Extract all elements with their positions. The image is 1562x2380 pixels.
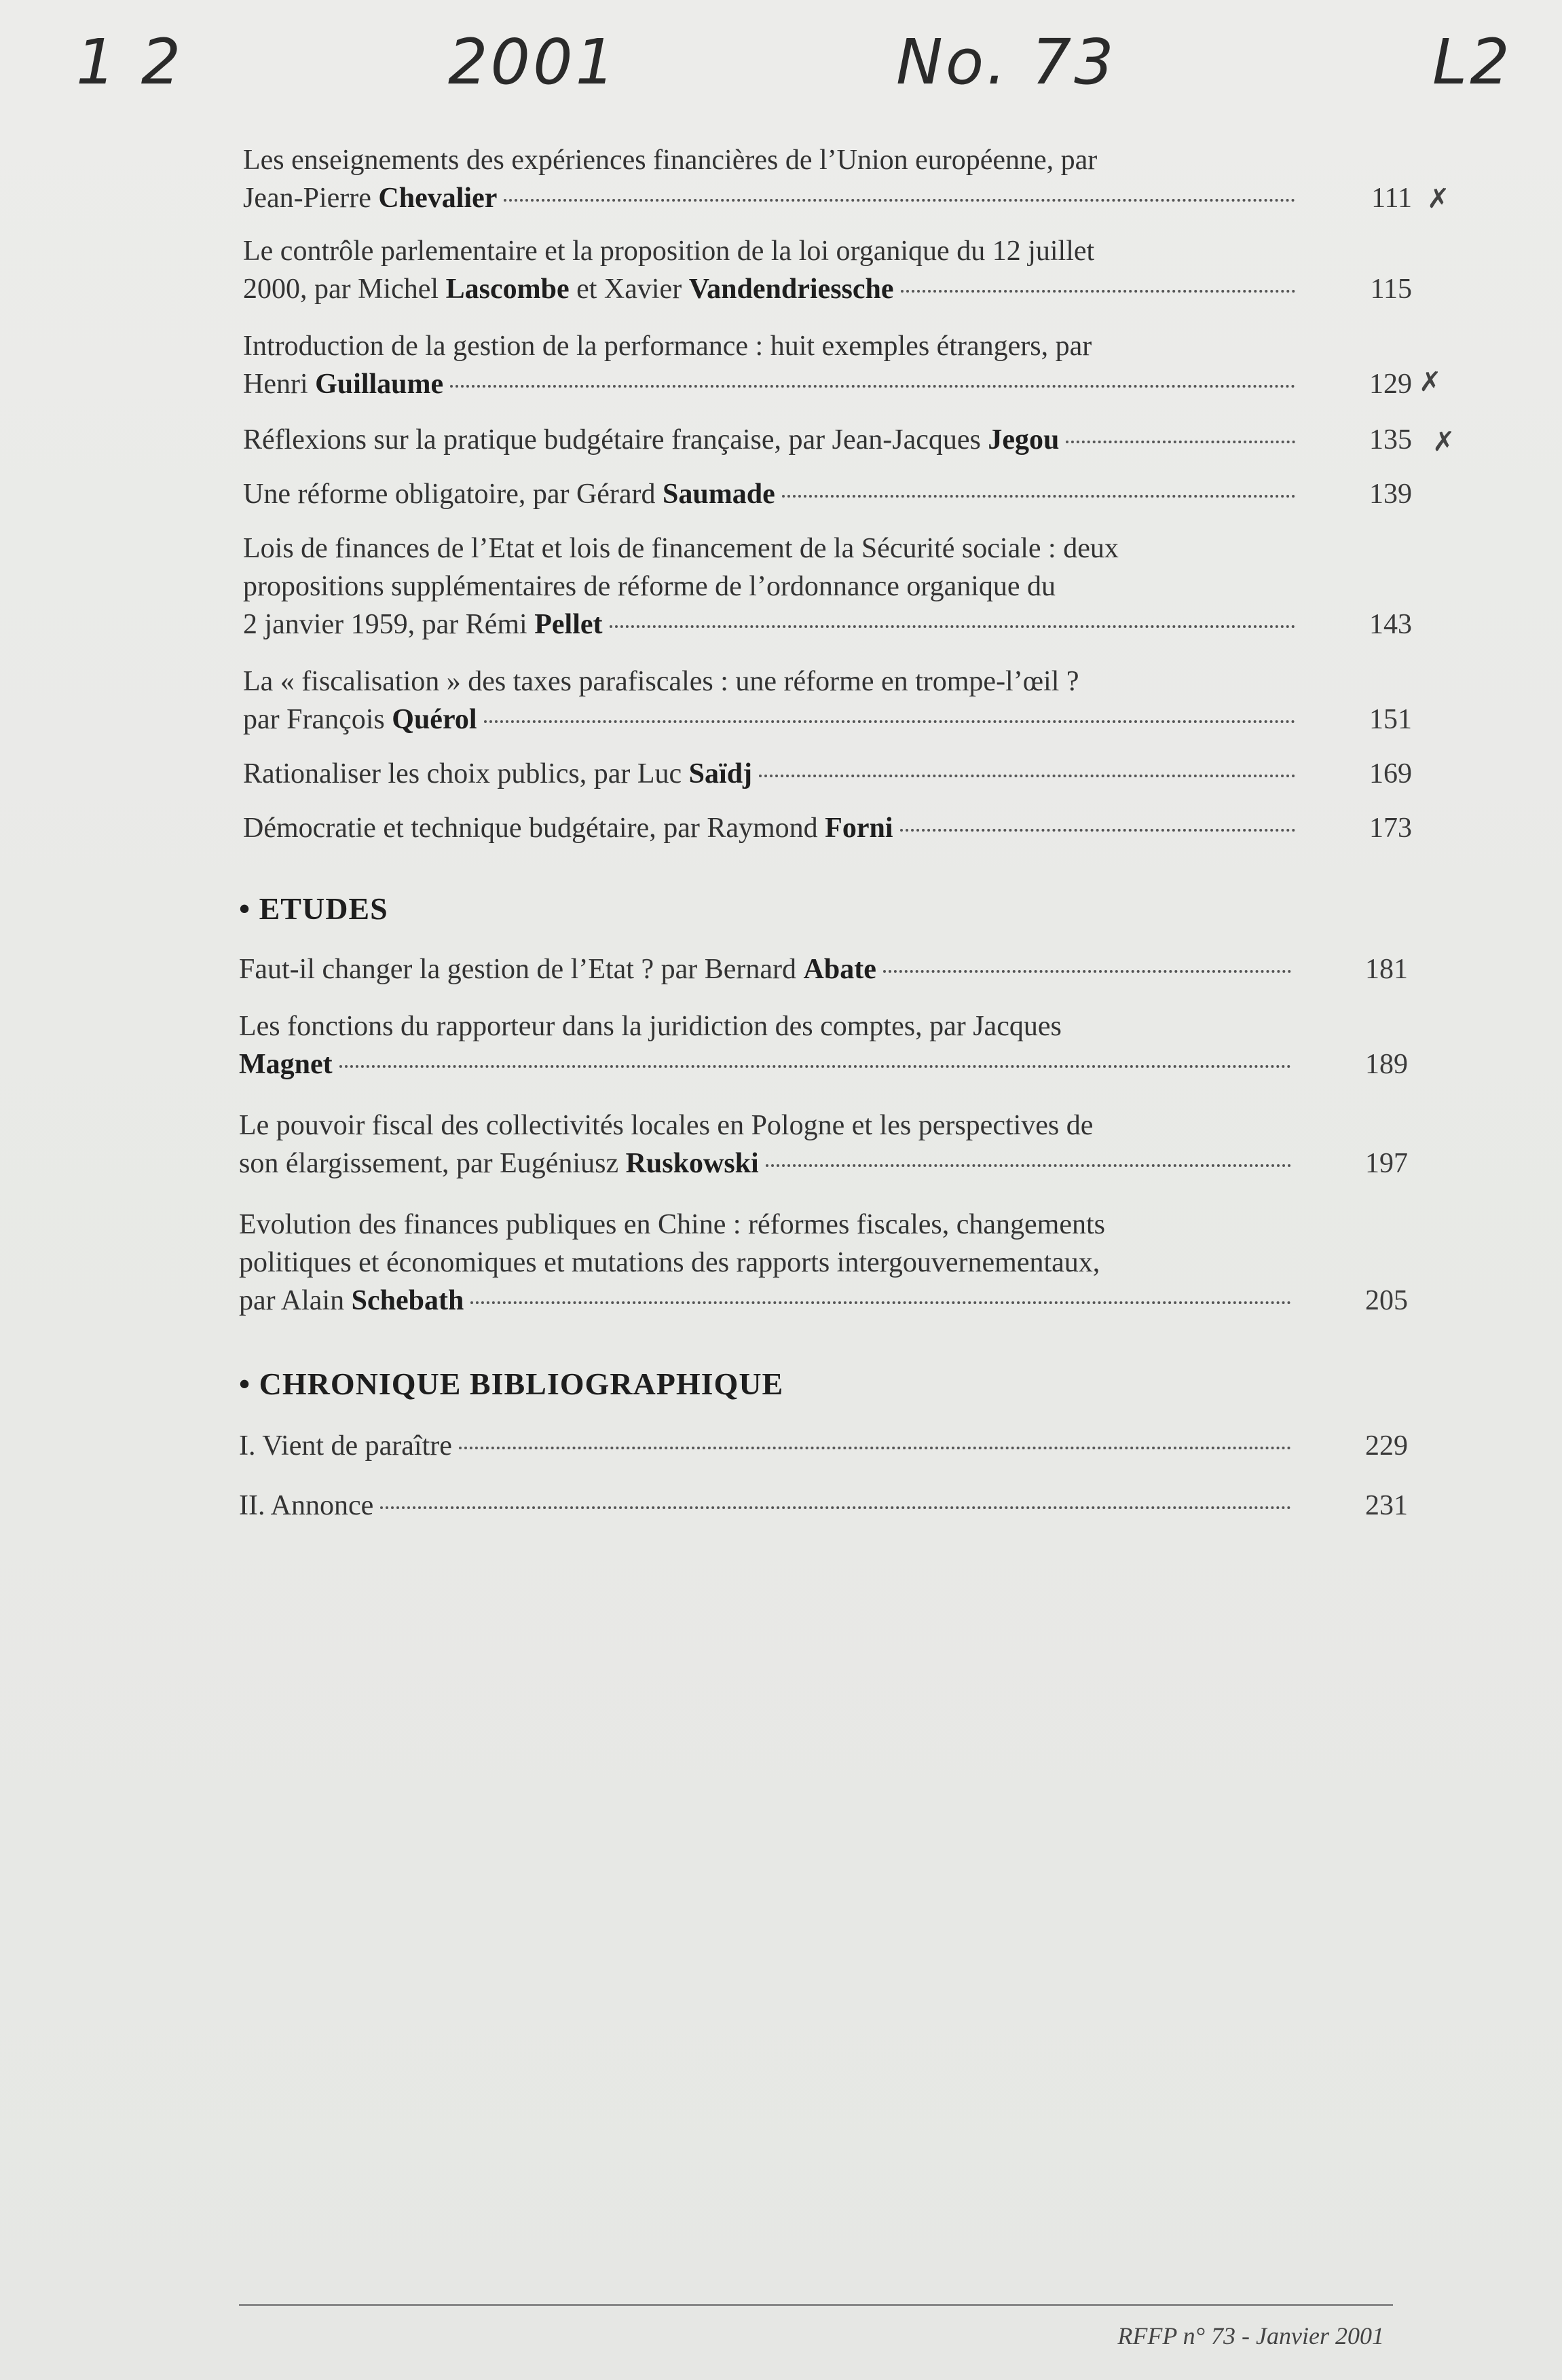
author-name: Jegou	[988, 424, 1060, 455]
toc-entry-line: Les enseignements des expériences financières de l’Union européenne, par	[243, 145, 1098, 176]
handwritten-check-mark: ✗	[1419, 367, 1442, 398]
toc-entry	[243, 755, 1412, 793]
author-name: Vandendriessche	[688, 274, 894, 305]
author-name: Chevalier	[378, 183, 498, 214]
toc-entry-last-line	[239, 1045, 1298, 1083]
page-number: 173	[1369, 813, 1412, 844]
toc-entry	[243, 232, 1412, 308]
toc-entry-line: Le contrôle parlementaire et la proposition de la loi organique du 12 juillet	[243, 236, 1095, 267]
toc-entry-last-line	[239, 1487, 1298, 1525]
handwritten-check-mark: ✗	[1427, 183, 1450, 215]
toc-entry-prefix: 2 janvier 1959, par Rémi	[243, 609, 535, 640]
author-name: Schebath	[351, 1285, 464, 1316]
author-name: Forni	[825, 813, 893, 844]
footer-citation: RFFP n° 73 - Janvier 2001	[1117, 2322, 1384, 2349]
toc-entry	[243, 327, 1412, 403]
author-name: Guillaume	[315, 369, 444, 400]
toc-entry-line: Introduction de la gestion de la performance : huit exemples étrangers, par	[243, 331, 1092, 362]
toc-entry-author-line	[239, 1487, 373, 1525]
toc-entry-last-line	[239, 1282, 1298, 1320]
toc-entry-prefix: Faut-il changer la gestion de l’Etat ? par Bernard	[239, 954, 804, 985]
toc-entry-prefix: Une réforme obligatoire, par Gérard	[243, 479, 663, 510]
dot-leader	[1066, 441, 1295, 443]
page-number: 231	[1365, 1490, 1408, 1521]
toc-entry-line: politiques et économiques et mutations des rapports intergouvernementaux,	[239, 1247, 1100, 1278]
dot-leader	[900, 829, 1296, 832]
toc-entry-author-line	[243, 475, 775, 513]
toc-entry-prefix: par François	[243, 704, 392, 735]
toc-entry-prefix: Jean-Pierre	[243, 183, 379, 214]
footer-rule	[239, 2304, 1393, 2306]
handwritten-check-mark: ✗	[1432, 426, 1455, 458]
dot-leader	[883, 970, 1291, 973]
author-name: Ruskowski	[625, 1148, 759, 1179]
toc-entry-prefix: Rationaliser les choix publics, par Luc	[243, 758, 689, 789]
page-number: 181	[1365, 954, 1408, 985]
toc-entry	[239, 1427, 1408, 1465]
author-name: Lascombe	[445, 274, 570, 305]
author-name: Magnet	[239, 1049, 333, 1080]
toc-entry	[239, 1107, 1408, 1183]
toc-entry	[243, 421, 1412, 459]
toc-entry	[243, 663, 1412, 739]
toc-entry-line: propositions supplémentaires de réforme de l’ordonnance organique du	[243, 571, 1056, 602]
toc-entry-prefix: son élargissement, par Eugéniusz	[239, 1148, 626, 1179]
toc-entry-last-line	[243, 270, 1302, 308]
handwritten-issue: No. 73	[896, 26, 1117, 98]
toc-entry-author-line	[243, 421, 1059, 459]
page-number: 111	[1371, 183, 1412, 214]
toc-entry-prefix: Démocratie et technique budgétaire, par Raymond	[243, 813, 825, 844]
toc-entry-line: Lois de finances de l’Etat et lois de financement de la Sécurité sociale : deux	[243, 533, 1119, 564]
toc-entry-prefix: Henri	[243, 369, 316, 400]
toc-entry-author-line	[243, 179, 497, 217]
section-heading-chronique: • CHRONIQUE BIBLIOGRAPHIQUE	[239, 1366, 784, 1401]
toc-entry-author-line	[239, 1282, 464, 1320]
dot-leader	[901, 290, 1295, 293]
toc-entry-last-line	[243, 475, 1302, 513]
toc-entry-last-line	[243, 701, 1302, 739]
toc-entry-prefix: I. Vient de paraître	[239, 1430, 452, 1462]
page-number: 205	[1365, 1285, 1408, 1316]
toc-entry-author-line	[243, 606, 603, 644]
toc-entry	[243, 529, 1412, 644]
toc-entry-last-line	[243, 606, 1302, 644]
section-heading-etudes: • ETUDES	[239, 891, 388, 926]
toc-entry-last-line	[243, 809, 1302, 847]
author-name: Saumade	[663, 479, 775, 510]
toc-entry	[239, 1007, 1408, 1083]
toc-entry-author-line	[243, 809, 893, 847]
toc-entry-prefix: Réflexions sur la pratique budgétaire française, par Jean-Jacques	[243, 424, 988, 455]
author-name: Abate	[803, 954, 876, 985]
page-number: 197	[1365, 1148, 1408, 1179]
toc-entry	[243, 475, 1412, 513]
toc-entry-last-line	[243, 365, 1302, 403]
toc-entry	[243, 141, 1412, 217]
toc-entry-prefix: 2000, par Michel	[243, 274, 446, 305]
toc-entry-line: La « fiscalisation » des taxes parafiscales : une réforme en trompe-l’œil ?	[243, 666, 1079, 697]
toc-entry-last-line	[239, 1145, 1298, 1183]
toc-entry-last-line	[243, 421, 1302, 459]
dot-leader	[766, 1164, 1291, 1167]
toc-entry	[243, 809, 1412, 847]
toc-entry-prefix: II. Annonce	[239, 1490, 374, 1521]
toc-entry-author-line	[239, 1427, 452, 1465]
toc-entry-line: Evolution des finances publiques en Chine : réformes fiscales, changements	[239, 1209, 1105, 1240]
toc-entry-author-line	[243, 270, 894, 308]
toc-entry-connector: et Xavier	[569, 274, 689, 305]
author-name: Quérol	[392, 704, 477, 735]
dot-leader	[459, 1447, 1291, 1449]
toc-entry-line: Les fonctions du rapporteur dans la juridiction des comptes, par Jacques	[239, 1011, 1062, 1042]
page-number: 169	[1369, 758, 1412, 789]
toc-entry-author-line	[243, 755, 752, 793]
page-number: 151	[1369, 704, 1412, 735]
dot-leader	[610, 625, 1296, 628]
toc-entry-author-line	[243, 365, 443, 403]
toc-entry-author-line	[239, 1045, 333, 1083]
toc-entry-last-line	[239, 1427, 1298, 1465]
author-name: Pellet	[534, 609, 603, 640]
page-number: 189	[1365, 1049, 1408, 1080]
toc-entry-last-line	[243, 179, 1302, 217]
toc-entry	[239, 1487, 1408, 1525]
page-number: 115	[1370, 274, 1412, 305]
toc-entry-author-line	[239, 1145, 759, 1183]
toc-entry-last-line	[239, 950, 1298, 988]
toc-entry	[239, 950, 1408, 988]
dot-leader	[759, 775, 1295, 777]
toc-entry-prefix: par Alain	[239, 1285, 352, 1316]
page-number: 139	[1369, 479, 1412, 510]
dot-leader	[470, 1301, 1291, 1304]
page-number: 143	[1369, 609, 1412, 640]
toc-entry-author-line	[243, 701, 477, 739]
dot-leader	[339, 1065, 1291, 1068]
handwritten-mark: L2	[1432, 26, 1512, 98]
handwritten-year: 2001	[448, 26, 618, 98]
author-name: Saïdj	[688, 758, 753, 789]
toc-entry-author-line	[239, 950, 876, 988]
dot-leader	[380, 1506, 1291, 1509]
toc-entry-last-line	[243, 755, 1302, 793]
dot-leader	[504, 199, 1295, 202]
dot-leader	[782, 495, 1295, 498]
handwritten-number: 1 2	[76, 26, 184, 98]
page-number: 129	[1369, 369, 1412, 400]
page-number: 229	[1365, 1430, 1408, 1462]
toc-entry-line: Le pouvoir fiscal des collectivités locales en Pologne et les perspectives de	[239, 1110, 1094, 1141]
dot-leader	[450, 385, 1295, 388]
toc-entry	[239, 1206, 1408, 1320]
page-number: 135	[1369, 424, 1412, 455]
dot-leader	[484, 720, 1295, 723]
